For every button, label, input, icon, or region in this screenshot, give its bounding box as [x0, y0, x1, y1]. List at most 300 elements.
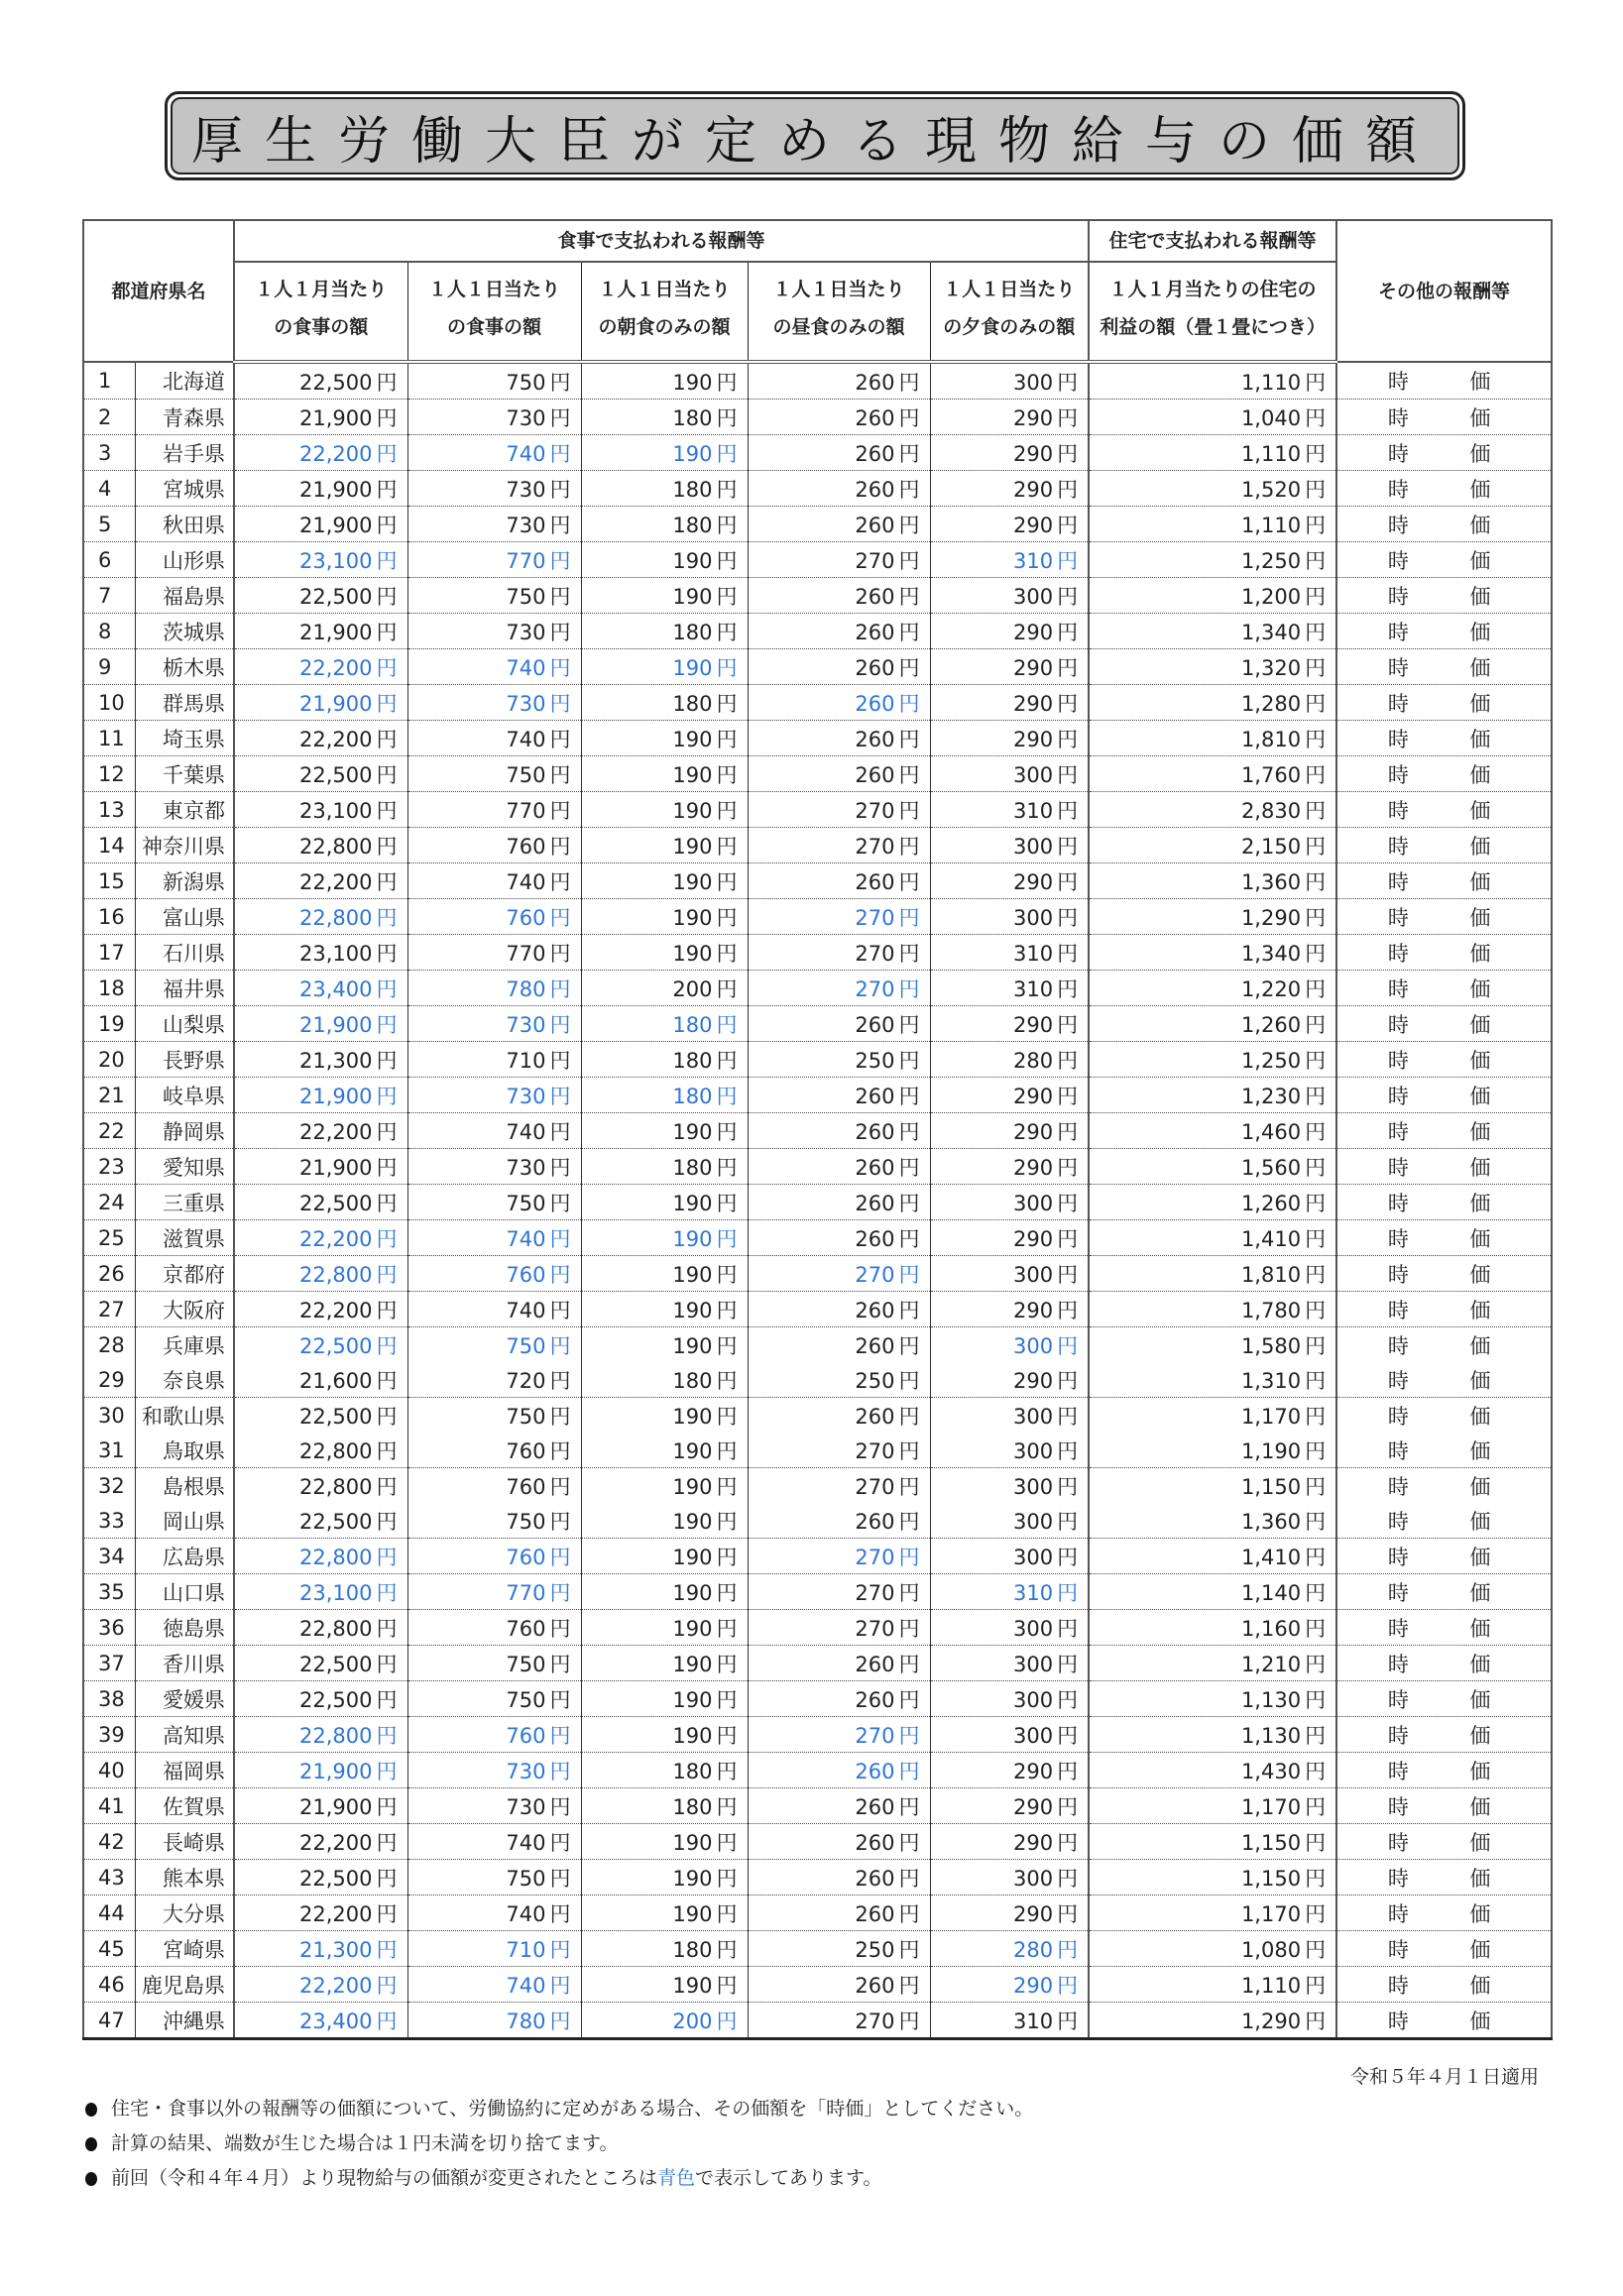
- cell-daily-meal: [407, 1681, 581, 1717]
- unit-yen: 円: [716, 620, 738, 644]
- unit-yen: 円: [716, 1937, 738, 1962]
- amount: 1,290: [1240, 2009, 1302, 2033]
- row-number: 44: [83, 1895, 135, 1931]
- row-number: 12: [83, 756, 135, 792]
- amount: 260: [855, 691, 895, 716]
- prefecture-name: 沖縄県: [135, 2003, 234, 2039]
- unit-yen: 円: [716, 798, 738, 823]
- amount: 270: [855, 905, 895, 930]
- market-price-char: 価: [1469, 1723, 1491, 1748]
- unit-yen: 円: [1057, 834, 1079, 859]
- cell-breakfast: [581, 685, 748, 721]
- unit-yen: 円: [1057, 370, 1079, 395]
- amount: 190: [672, 1404, 713, 1429]
- cell-breakfast: [581, 1860, 748, 1895]
- cell-housing: [1089, 863, 1336, 899]
- unit-yen: 円: [716, 1545, 738, 1569]
- market-price-char: 時: [1387, 1723, 1409, 1748]
- unit-yen: 円: [549, 869, 571, 894]
- row-number: 1: [83, 362, 135, 400]
- unit-yen: 円: [898, 1545, 920, 1569]
- cell-lunch: [748, 1503, 930, 1539]
- cell-dinner: [930, 971, 1089, 1006]
- amount: 2,150: [1240, 834, 1302, 859]
- amount: 22,200: [299, 1119, 373, 1144]
- cell-breakfast: [581, 614, 748, 649]
- cell-other: [1336, 1539, 1552, 1574]
- unit-yen: 円: [549, 1652, 571, 1676]
- market-price-char: 時: [1387, 1866, 1409, 1891]
- cell-other: [1336, 1895, 1552, 1931]
- cell-daily-meal: [407, 1006, 581, 1042]
- cell-monthly-meal: [234, 1113, 407, 1149]
- market-price-char: 時: [1387, 941, 1409, 966]
- market-price-char: 時: [1387, 691, 1409, 716]
- market-price-char: 時: [1387, 1404, 1409, 1429]
- unit-yen: 円: [1057, 1580, 1079, 1605]
- unit-yen: 円: [898, 1687, 920, 1712]
- unit-yen: 円: [376, 762, 398, 787]
- market-price-text: [1337, 545, 1551, 575]
- amount: 190: [672, 584, 713, 609]
- cell-monthly-meal: [234, 1433, 407, 1468]
- unit-yen: 円: [898, 1226, 920, 1251]
- note-item: 住宅・食事以外の報酬等の価額について、労働協約に定めがある場合、その価額を「時価」としてください。: [85, 2092, 1033, 2126]
- unit-yen: 円: [716, 1759, 738, 1783]
- unit-yen: 円: [716, 1652, 738, 1676]
- amount: 730: [506, 1759, 546, 1783]
- unit-yen: 円: [1305, 976, 1327, 1001]
- amount: 250: [855, 1368, 895, 1393]
- market-price-char: 価: [1469, 1191, 1491, 1215]
- market-price-char: 価: [1469, 1973, 1491, 1998]
- prefecture-name: 愛媛県: [135, 1681, 234, 1717]
- market-price-char: 価: [1469, 1616, 1491, 1641]
- amount: 1,140: [1240, 1580, 1302, 1605]
- market-price-text: [1337, 1756, 1551, 1785]
- cell-housing: [1089, 1042, 1336, 1078]
- market-price-text: [1337, 1259, 1551, 1289]
- cell-breakfast: [581, 1113, 748, 1149]
- amount: 270: [855, 1723, 895, 1748]
- table-row: [83, 1681, 1552, 1717]
- cell-other: [1336, 721, 1552, 756]
- market-price-char: 価: [1469, 1759, 1491, 1783]
- header-col-lunch: １人１日当たり の昼食のみの額: [748, 262, 930, 362]
- unit-yen: 円: [898, 1794, 920, 1819]
- amount: 300: [1012, 1866, 1054, 1891]
- cell-housing: [1089, 1220, 1336, 1256]
- unit-yen: 円: [716, 941, 738, 966]
- cell-housing: [1089, 1717, 1336, 1753]
- market-price-char: 時: [1387, 1937, 1409, 1962]
- amount: 310: [1012, 2009, 1054, 2033]
- unit-yen: 円: [898, 905, 920, 930]
- cell-lunch: [748, 1220, 930, 1256]
- cell-breakfast: [581, 1717, 748, 1753]
- market-price-char: 価: [1469, 477, 1491, 502]
- amount: 1,360: [1240, 1509, 1302, 1534]
- amount: 730: [506, 477, 546, 502]
- unit-yen: 円: [376, 1687, 398, 1712]
- unit-yen: 円: [549, 370, 571, 395]
- amount: 1,210: [1240, 1652, 1302, 1676]
- unit-yen: 円: [1057, 405, 1079, 430]
- unit-yen: 円: [898, 1404, 920, 1429]
- amount: 190: [672, 1226, 713, 1251]
- unit-yen: 円: [376, 405, 398, 430]
- cell-other: [1336, 792, 1552, 828]
- prefecture-name: 長崎県: [135, 1824, 234, 1860]
- cell-breakfast: [581, 471, 748, 507]
- cell-lunch: [748, 435, 930, 471]
- row-number: 40: [83, 1753, 135, 1788]
- market-price-char: 価: [1469, 941, 1491, 966]
- row-number: 18: [83, 971, 135, 1006]
- row-number: 11: [83, 721, 135, 756]
- amount: 1,310: [1240, 1368, 1302, 1393]
- unit-yen: 円: [898, 1830, 920, 1855]
- unit-yen: 円: [898, 1474, 920, 1499]
- cell-dinner: [930, 1539, 1089, 1574]
- amount: 21,900: [299, 620, 373, 644]
- unit-yen: 円: [376, 1048, 398, 1073]
- amount: 1,410: [1240, 1226, 1302, 1251]
- amount: 190: [672, 441, 713, 466]
- cell-daily-meal: [407, 935, 581, 971]
- unit-yen: 円: [549, 1298, 571, 1322]
- amount: 1,130: [1240, 1687, 1302, 1712]
- unit-yen: 円: [549, 1438, 571, 1463]
- market-price-char: 価: [1469, 1262, 1491, 1287]
- unit-yen: 円: [1057, 727, 1079, 751]
- cell-daily-meal: [407, 971, 581, 1006]
- row-number: 46: [83, 1967, 135, 2003]
- amount: 1,200: [1240, 584, 1302, 609]
- cell-breakfast: [581, 435, 748, 471]
- cell-housing: [1089, 792, 1336, 828]
- cell-daily-meal: [407, 1327, 581, 1363]
- unit-yen: 円: [1057, 1048, 1079, 1073]
- amount: 1,040: [1240, 405, 1302, 430]
- amount: 720: [506, 1368, 546, 1393]
- unit-yen: 円: [549, 1084, 571, 1108]
- cell-daily-meal: [407, 1717, 581, 1753]
- amount: 270: [855, 834, 895, 859]
- market-price-char: 時: [1387, 1012, 1409, 1037]
- market-price-text: [1337, 1330, 1551, 1360]
- unit-yen: 円: [1305, 1262, 1327, 1287]
- table-row: [83, 971, 1552, 1006]
- cell-monthly-meal: [234, 1788, 407, 1824]
- market-price-text: [1337, 1152, 1551, 1182]
- cell-dinner: [930, 1824, 1089, 1860]
- amount: 260: [855, 1333, 895, 1358]
- market-price-char: 時: [1387, 976, 1409, 1001]
- unit-yen: 円: [716, 727, 738, 751]
- table-row: [83, 685, 1552, 721]
- amount: 23,400: [299, 2009, 373, 2033]
- amount: 190: [672, 1830, 713, 1855]
- table-row: [83, 1610, 1552, 1646]
- row-number: 41: [83, 1788, 135, 1824]
- cell-lunch: [748, 1362, 930, 1398]
- prefecture-name: 山梨県: [135, 1006, 234, 1042]
- unit-yen: 円: [376, 1580, 398, 1605]
- market-price-text: [1337, 688, 1551, 718]
- unit-yen: 円: [716, 1368, 738, 1393]
- bullet-icon: [85, 2137, 97, 2151]
- cell-breakfast: [581, 1539, 748, 1574]
- amount: 21,900: [299, 513, 373, 537]
- market-price-char: 時: [1387, 1084, 1409, 1108]
- cell-monthly-meal: [234, 1681, 407, 1717]
- cell-dinner: [930, 471, 1089, 507]
- cell-dinner: [930, 1503, 1089, 1539]
- cell-breakfast: [581, 1292, 748, 1327]
- amount: 780: [506, 2009, 546, 2033]
- unit-yen: 円: [898, 441, 920, 466]
- unit-yen: 円: [549, 1368, 571, 1393]
- unit-yen: 円: [1057, 1616, 1079, 1641]
- amount: 740: [506, 655, 546, 680]
- unit-yen: 円: [716, 1580, 738, 1605]
- amount: 300: [1012, 1438, 1054, 1463]
- unit-yen: 円: [1305, 905, 1327, 930]
- market-price-char: 価: [1469, 762, 1491, 787]
- table-row: [83, 1646, 1552, 1681]
- unit-yen: 円: [1057, 1901, 1079, 1926]
- unit-yen: 円: [716, 1616, 738, 1641]
- amount: 22,200: [299, 869, 373, 894]
- unit-yen: 円: [1057, 477, 1079, 502]
- unit-yen: 円: [716, 1333, 738, 1358]
- amount: 1,110: [1240, 441, 1302, 466]
- cell-lunch: [748, 362, 930, 400]
- cell-daily-meal: [407, 542, 581, 578]
- amount: 1,250: [1240, 548, 1302, 573]
- cell-monthly-meal: [234, 721, 407, 756]
- cell-monthly-meal: [234, 899, 407, 935]
- amount: 1,810: [1240, 727, 1302, 751]
- cell-dinner: [930, 362, 1089, 400]
- unit-yen: 円: [716, 1012, 738, 1037]
- market-price-char: 時: [1387, 869, 1409, 894]
- market-price-text: [1337, 1009, 1551, 1039]
- amount: 22,200: [299, 1298, 373, 1322]
- cell-housing: [1089, 1468, 1336, 1504]
- table-row: [83, 1362, 1552, 1398]
- cell-dinner: [930, 1292, 1089, 1327]
- market-price-char: 時: [1387, 762, 1409, 787]
- unit-yen: 円: [376, 1226, 398, 1251]
- amount: 1,560: [1240, 1155, 1302, 1180]
- cell-breakfast: [581, 542, 748, 578]
- cell-housing: [1089, 1788, 1336, 1824]
- amount: 290: [1012, 1794, 1054, 1819]
- amount: 260: [855, 405, 895, 430]
- cell-monthly-meal: [234, 1895, 407, 1931]
- unit-yen: 円: [549, 1794, 571, 1819]
- table-row: [83, 792, 1552, 828]
- cell-lunch: [748, 1967, 930, 2003]
- amount: 23,100: [299, 548, 373, 573]
- header-col-housing: １人１月当たりの住宅の 利益の額（畳１畳につき）: [1089, 262, 1336, 362]
- amount: 21,900: [299, 1012, 373, 1037]
- cell-daily-meal: [407, 1362, 581, 1398]
- row-number: 8: [83, 614, 135, 649]
- unit-yen: 円: [549, 584, 571, 609]
- market-price-char: 価: [1469, 1298, 1491, 1322]
- unit-yen: 円: [549, 1973, 571, 1998]
- prefecture-name: 静岡県: [135, 1113, 234, 1149]
- market-price-text: [1337, 1223, 1551, 1253]
- cell-lunch: [748, 1895, 930, 1931]
- amount: 180: [672, 620, 713, 644]
- amount: 23,100: [299, 1580, 373, 1605]
- cell-daily-meal: [407, 1753, 581, 1788]
- unit-yen: 円: [898, 869, 920, 894]
- cell-breakfast: [581, 971, 748, 1006]
- cell-daily-meal: [407, 1503, 581, 1539]
- unit-yen: 円: [376, 1438, 398, 1463]
- prefecture-name: 三重県: [135, 1185, 234, 1220]
- cell-daily-meal: [407, 1292, 581, 1327]
- unit-yen: 円: [549, 1509, 571, 1534]
- market-price-text: [1337, 1188, 1551, 1217]
- cell-daily-meal: [407, 400, 581, 435]
- unit-yen: 円: [898, 1333, 920, 1358]
- unit-yen: 円: [549, 1119, 571, 1144]
- amount: 260: [855, 584, 895, 609]
- prefecture-name: 鹿児島県: [135, 1967, 234, 2003]
- market-price-text: [1337, 1401, 1551, 1431]
- cell-monthly-meal: [234, 828, 407, 863]
- cell-lunch: [748, 1931, 930, 1967]
- amount: 1,130: [1240, 1723, 1302, 1748]
- cell-monthly-meal: [234, 578, 407, 614]
- market-price-char: 価: [1469, 1084, 1491, 1108]
- amount: 22,800: [299, 1545, 373, 1569]
- amount: 190: [672, 1262, 713, 1287]
- cell-lunch: [748, 1006, 930, 1042]
- unit-yen: 円: [898, 727, 920, 751]
- unit-yen: 円: [716, 1901, 738, 1926]
- unit-yen: 円: [1305, 1509, 1327, 1534]
- prefecture-name: 東京都: [135, 792, 234, 828]
- cell-dinner: [930, 1967, 1089, 2003]
- amount: 180: [672, 1012, 713, 1037]
- cell-lunch: [748, 1042, 930, 1078]
- unit-yen: 円: [716, 441, 738, 466]
- cell-monthly-meal: [234, 685, 407, 721]
- cell-daily-meal: [407, 1256, 581, 1292]
- unit-yen: 円: [716, 1155, 738, 1180]
- prefecture-name: 岡山県: [135, 1503, 234, 1539]
- amount: 760: [506, 1262, 546, 1287]
- unit-yen: 円: [1305, 655, 1327, 680]
- cell-breakfast: [581, 1185, 748, 1220]
- cell-breakfast: [581, 1433, 748, 1468]
- market-price-char: 時: [1387, 1226, 1409, 1251]
- cell-breakfast: [581, 828, 748, 863]
- amount: 200: [672, 2009, 713, 2033]
- cell-breakfast: [581, 1646, 748, 1681]
- notes-list: [85, 2092, 1033, 2196]
- unit-yen: 円: [898, 762, 920, 787]
- cell-monthly-meal: [234, 2003, 407, 2039]
- amount: 760: [506, 905, 546, 930]
- amount: 22,200: [299, 1830, 373, 1855]
- table-row: [83, 1006, 1552, 1042]
- cell-lunch: [748, 899, 930, 935]
- cell-dinner: [930, 899, 1089, 935]
- cell-daily-meal: [407, 828, 581, 863]
- cell-daily-meal: [407, 1468, 581, 1504]
- unit-yen: 円: [1305, 370, 1327, 395]
- unit-yen: 円: [716, 1474, 738, 1499]
- amount: 300: [1012, 1333, 1054, 1358]
- unit-yen: 円: [376, 513, 398, 537]
- header-col-breakfast: １人１日当たり の朝食のみの額: [581, 262, 748, 362]
- cell-monthly-meal: [234, 1292, 407, 1327]
- unit-yen: 円: [1305, 620, 1327, 644]
- market-price-char: 時: [1387, 1580, 1409, 1605]
- cell-dinner: [930, 828, 1089, 863]
- table-row: [83, 1256, 1552, 1292]
- market-price-char: 価: [1469, 1368, 1491, 1393]
- prefecture-name: 岐阜県: [135, 1078, 234, 1113]
- unit-yen: 円: [376, 905, 398, 930]
- amount: 750: [506, 1509, 546, 1534]
- cell-lunch: [748, 1681, 930, 1717]
- market-price-char: 価: [1469, 1012, 1491, 1037]
- amount: 180: [672, 1794, 713, 1819]
- amount: 270: [855, 798, 895, 823]
- market-price-text: [1337, 938, 1551, 968]
- cell-other: [1336, 1468, 1552, 1504]
- unit-yen: 円: [549, 1545, 571, 1569]
- cell-lunch: [748, 863, 930, 899]
- cell-dinner: [930, 578, 1089, 614]
- amount: 1,340: [1240, 941, 1302, 966]
- market-price-char: 価: [1469, 834, 1491, 859]
- amount: 250: [855, 1937, 895, 1962]
- table-row: [83, 1185, 1552, 1220]
- cell-lunch: [748, 828, 930, 863]
- amount: 290: [1012, 441, 1054, 466]
- unit-yen: 円: [376, 1404, 398, 1429]
- cell-lunch: [748, 1292, 930, 1327]
- cell-housing: [1089, 1362, 1336, 1398]
- amount: 290: [1012, 1012, 1054, 1037]
- unit-yen: 円: [549, 1012, 571, 1037]
- unit-yen: 円: [549, 441, 571, 466]
- cell-other: [1336, 1220, 1552, 1256]
- cell-breakfast: [581, 1078, 748, 1113]
- amount: 1,760: [1240, 762, 1302, 787]
- amount: 740: [506, 1901, 546, 1926]
- unit-yen: 円: [376, 691, 398, 716]
- prefecture-name: 島根県: [135, 1468, 234, 1504]
- amount: 750: [506, 1333, 546, 1358]
- unit-yen: 円: [898, 584, 920, 609]
- amount: 300: [1012, 370, 1054, 395]
- unit-yen: 円: [1057, 1084, 1079, 1108]
- cell-lunch: [748, 471, 930, 507]
- market-price-char: 価: [1469, 869, 1491, 894]
- amount: 750: [506, 1687, 546, 1712]
